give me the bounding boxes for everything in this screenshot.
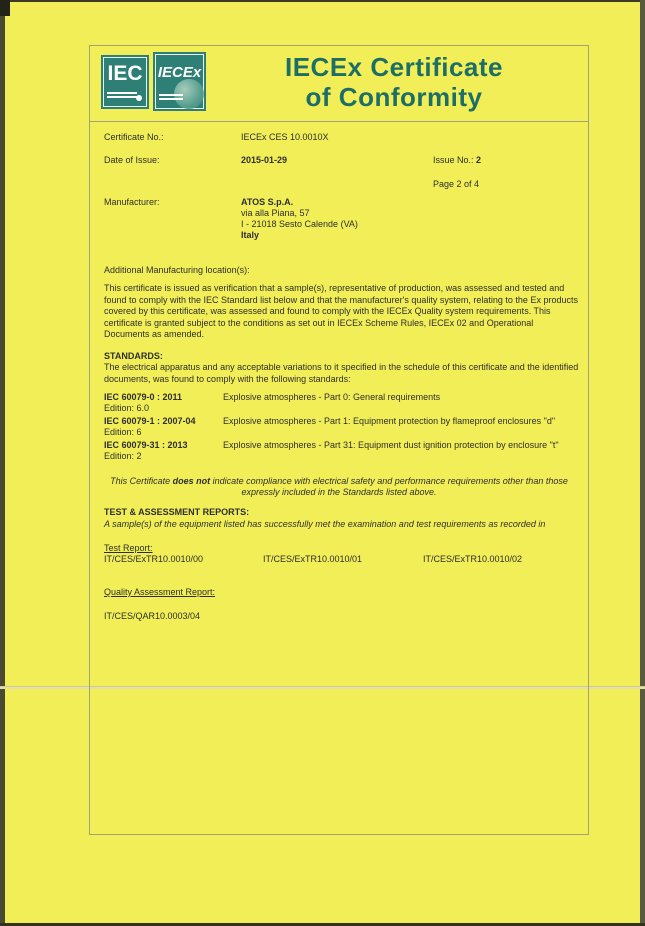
page-title — [208, 52, 580, 112]
page-indicator: Page 2 of 4 — [433, 179, 480, 189]
manufacturer-address2: I - 21018 Sesto Calende (VA) — [241, 219, 358, 229]
iecex-logo-icon — [153, 52, 206, 111]
iec-logo-text: IEC — [107, 62, 143, 85]
certificate-no-value: IECEx CES 10.0010X — [241, 132, 329, 142]
certificate-header — [90, 46, 588, 122]
standard-description: Explosive atmospheres - Part 0: General requirements — [223, 392, 441, 402]
manufacturer-label: Manufacturer: — [104, 197, 160, 207]
iec-logo-dot — [136, 95, 142, 101]
test-report-number: IT/CES/ExTR10.0010/02 — [423, 554, 523, 564]
page-title-line2: of Conformity — [305, 82, 483, 112]
disclaimer-bold: does not — [172, 476, 211, 486]
certificate-no-label: Certificate No.: — [104, 132, 164, 142]
quality-assessment-report-value: IT/CES/QAR10.0003/04 — [104, 611, 201, 621]
disclaimer-prefix: This Certificate — [110, 476, 173, 486]
test-report-number: IT/CES/ExTR10.0010/01 — [263, 554, 363, 564]
standard-row — [104, 440, 580, 464]
iec-logo-icon — [101, 55, 149, 109]
standard-code: IEC 60079-31 : 2013 — [104, 440, 188, 450]
issuance-paragraph: This certificate is issued as verification that a sample(s), representative of production, was assessed and tested and found to comply with the IEC Standard list below and that the manufacturer's quality system, relating to the Ex products covered by this certificate, was assessed and found to comply with the IECEx Quality system requirements. This certificate is granted subject to the conditions as set out in IECEx Scheme Rules, IECEx 02 and Operational Documents as amended. — [104, 283, 578, 340]
standards-intro: The electrical apparatus and any acceptable variations to it specified in the schedule of this certificate and the identified documents, was found to comply with the following standards: — [104, 362, 579, 384]
quality-assessment-report-label: Quality Assessment Report: — [104, 587, 216, 597]
standard-code: IEC 60079-1 : 2007-04 — [104, 416, 196, 426]
date-of-issue-label: Date of Issue: — [104, 155, 160, 165]
scan-corner-mark — [0, 0, 10, 16]
date-of-issue-value: 2015-01-29 — [241, 155, 288, 165]
standards-heading: STANDARDS: — [104, 351, 163, 361]
iecex-logo-bars — [159, 94, 183, 102]
standard-code: IEC 60079-0 : 2011 — [104, 392, 183, 402]
standard-edition: Edition: 2 — [104, 451, 142, 461]
standard-row — [104, 416, 580, 440]
scan-edge-top — [0, 0, 645, 2]
certificate-frame — [89, 45, 589, 835]
scan-edge-right — [640, 0, 645, 926]
standard-row — [104, 392, 580, 416]
manufacturer-address1: via alla Piana, 57 — [241, 208, 310, 218]
test-report-label: Test Report: — [104, 543, 153, 553]
standard-edition: Edition: 6.0 — [104, 403, 150, 413]
test-reports-intro: A sample(s) of the equipment listed has successfully met the examination and test requirements as recorded in — [104, 519, 546, 529]
standard-description: Explosive atmospheres - Part 31: Equipment dust ignition protection by enclosure "t" — [223, 440, 559, 450]
disclaimer-suffix: indicate compliance with electrical safety and performance requirements other than those expressly included in the Standards listed above. — [210, 476, 568, 497]
issue-no-value: 2 — [476, 155, 482, 165]
standard-edition: Edition: 6 — [104, 427, 142, 437]
additional-locations-label: Additional Manufacturing location(s): — [104, 265, 250, 275]
issue-no — [433, 155, 481, 166]
iecex-logo-text: IECEx — [157, 64, 202, 81]
page-title-line1: IECEx Certificate — [284, 52, 504, 82]
standard-description: Explosive atmospheres - Part 1: Equipment protection by flameproof enclosures "d" — [223, 416, 556, 426]
test-report-number: IT/CES/ExTR10.0010/00 — [104, 554, 204, 564]
test-reports-heading: TEST & ASSESSMENT REPORTS: — [104, 507, 250, 517]
manufacturer-name: ATOS S.p.A. — [241, 197, 294, 207]
scan-edge-left — [0, 0, 5, 926]
disclaimer-note — [108, 476, 570, 498]
iec-logo-bars — [107, 92, 137, 100]
manufacturer-country: Italy — [241, 230, 260, 240]
issue-no-label: Issue No.: — [433, 155, 474, 165]
